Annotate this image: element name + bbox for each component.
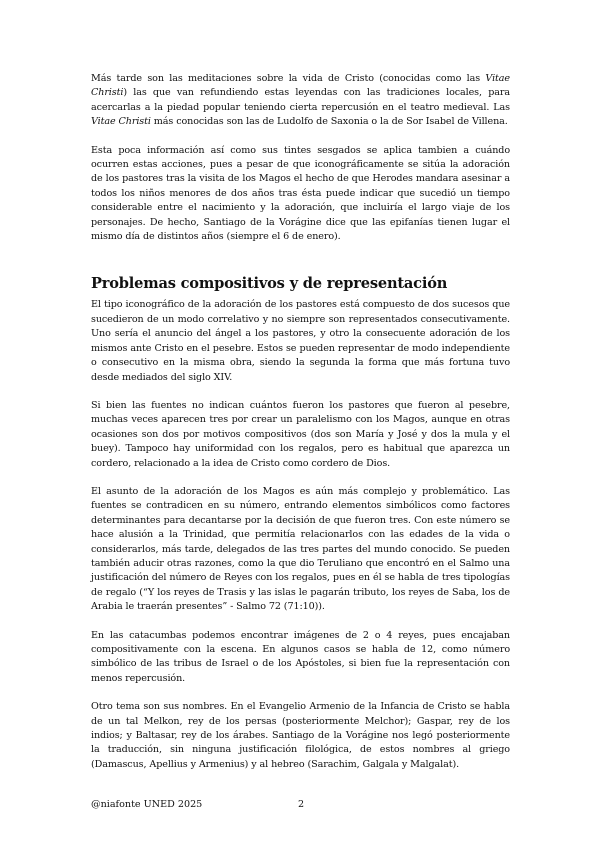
page-number: 2 <box>298 799 305 810</box>
body-paragraph: Si bien las fuentes no indican cuántos fueron los pastores que fueron al pesebre, muchas veces aparecen tres por crear un paralelismo con los Magos, aunque en otras ocasiones son dos por motivos compositivos (dos son María y José y dos la mula y el buey). Tampoco hay uniformidad con los regalos, pero es habitual que aparezca un cordero, relacionado a la idea de Cristo como cordero de Dios. <box>91 399 510 469</box>
italic-title: Vitae Christi <box>91 73 510 99</box>
footer-credit: @niafonte UNED 2025 <box>91 799 203 810</box>
body-paragraph: En las catacumbas podemos encontrar imágenes de 2 o 4 reyes, pues encajaban compositivamente con la escena. En algunos casos se habla de 12, como número simbólico de las tribus de Israel o de los Apóstoles, si bien fue la representación con menos repercusión. <box>91 629 510 684</box>
document-page <box>91 72 510 786</box>
intro-paragraph-1 <box>91 72 510 130</box>
italic-title: Vitae Christi <box>91 116 151 128</box>
body-paragraph: Otro tema son sus nombres. En el Evangelio Armenio de la Infancia de Cristo se habla de un tal Melkon, rey de los persas (posteriormente Melchor); Gaspar, rey de los indios; y Baltasar, rey de los árabes. Santiago de la Vorágine nos legó posteriormente la traducción, sin ninguna justificación filológica, de estos nombres al griego (Damascus, Apellius y Armenius) y al hebreo (Sarachim, Galgala y Malgalat). <box>91 701 510 770</box>
text-run: Más tarde son las meditaciones sobre la vida de Cristo (conocidas como las <box>91 73 486 84</box>
body-paragraph: El asunto de la adoración de los Magos es aún más complejo y problemático. Las fuentes se contradicen en su número, entrando elementos simbólicos como factores determinantes para decantarse por la decisión de que fueron tres. Con este número se hace alusión a la Trinidad, que permitía relacionarlos con las edades de la vida o considerarlos, más tarde, delegados de las tres partes del mundo conocido. Se pueden también aducir otras razones, como la que dio Teruliano que encontró en el Salmo una justificación del número de Reyes con los regalos, pues en él se habla de tres tipologías de regalo (“Y los reyes de Trasis y las islas le pagarán tributo, los reyes de Saba, los de Arabia le traerán presentes” - Salmo 72 (71:10)). <box>91 485 510 613</box>
intro-paragraph-2: Esta poca información así como sus tintes sesgados se aplica tambien a cuándo ocurren estas acciones, pues a pesar de que iconográficamente se sitúa la adoración de los pastores tras la visita de los Magos el hecho de que Herodes mandara asesinar a todos los niños menores de dos años tras ésta puede indicar que sucedió un tiempo considerable entre el nacimiento y la adoración, que incluiría el largo viaje de los personajes. De hecho, Santiago de la Vorágine dice que las epifanías tienen lugar el mismo día de distintos años (siempre el 6 de enero). <box>91 144 510 243</box>
page-footer <box>91 799 510 813</box>
text-run: más conocidas son las de Ludolfo de Saxonia o la de Sor Isabel de Villena. <box>150 116 508 128</box>
text-run: ) las que van refundiendo estas leyendas con las tradiciones locales, para acercarlas a la piedad popular teniendo cierta repercusión en el teatro medieval. Las <box>91 87 510 113</box>
body-paragraph: El tipo iconográfico de la adoración de los pastores está compuesto de dos sucesos que sucedieron de un modo correlativo y no siempre son representados consecutivamente. Uno sería el anuncio del ángel a los pastores, y otro la consecuente adoración de los mismos ante Cristo en el pesebre. Estos se pueden representar de modo independiente o consecutivo en la misma obra, siendo la segunda la forma que más fortuna tuvo desde mediados del siglo XIV. <box>91 299 510 383</box>
section-heading: Problemas compositivos y de representación <box>91 275 448 293</box>
